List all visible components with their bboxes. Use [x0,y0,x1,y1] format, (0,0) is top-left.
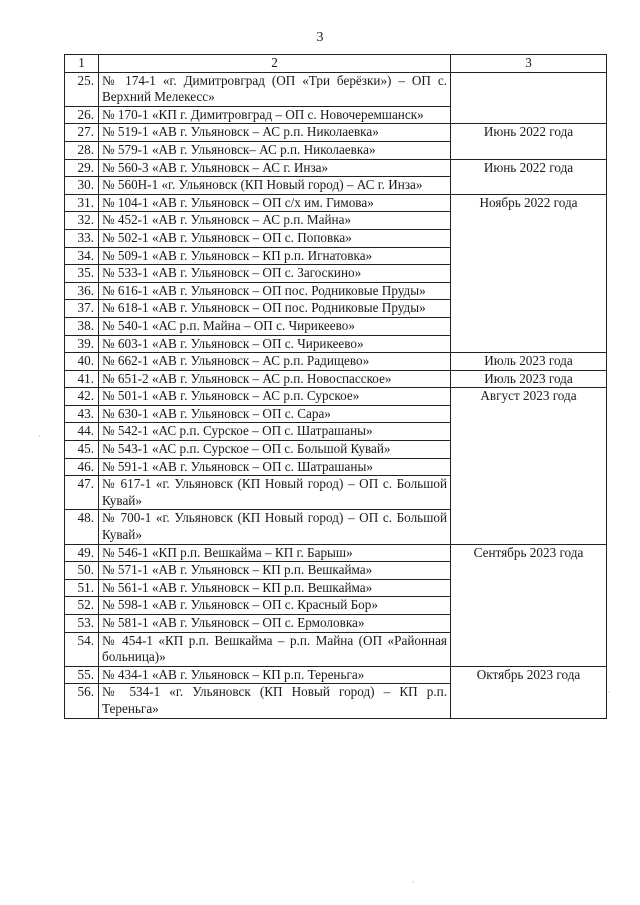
row-number: 44. [65,423,99,441]
route-description: № 617-1 «г. Ульяновск (КП Новый город) – ОП с. Большой Кувай» [99,476,451,510]
table-row [65,159,607,177]
table-row [65,544,607,562]
row-number: 42. [65,388,99,406]
route-description: № 540-1 «АС р.п. Майна – ОП с. Чирикеево» [99,317,451,335]
schedule-date: Август 2023 года [451,388,607,544]
row-number: 54. [65,632,99,666]
row-number: 51. [65,579,99,597]
route-description: № 651-2 «АВ г. Ульяновск – АС р.п. Новоспасское» [99,370,451,388]
row-number: 31. [65,194,99,212]
row-number: 48. [65,510,99,544]
row-number: 50. [65,562,99,580]
route-description: № 434-1 «АВ г. Ульяновск – КП р.п. Тереньга» [99,666,451,684]
column-header-date: 3 [451,55,607,73]
route-description: № 662-1 «АВ г. Ульяновск – АС р.п. Радищево» [99,353,451,371]
route-description: № 533-1 «АВ г. Ульяновск – ОП с. Загоскино» [99,265,451,283]
row-number: 40. [65,353,99,371]
column-header-number: 1 [65,55,99,73]
route-description: № 509-1 «АВ г. Ульяновск – КП р.п. Игнатовка» [99,247,451,265]
route-description: № 591-1 «АВ г. Ульяновск – ОП с. Шатрашаны» [99,458,451,476]
route-description: № 700-1 «г. Ульяновск (КП Новый город) – ОП с. Большой Кувай» [99,510,451,544]
routes-table [64,54,607,719]
route-description: № 104-1 «АВ г. Ульяновск – ОП с/х им. Гимова» [99,194,451,212]
row-number: 26. [65,106,99,124]
row-number: 39. [65,335,99,353]
row-number: 53. [65,615,99,633]
table-row [65,666,607,684]
schedule-date: Июнь 2022 года [451,124,607,159]
route-description: № 579-1 «АВ г. Ульяновск– АС р.п. Николаевка» [99,141,451,159]
schedule-date: Июль 2023 года [451,370,607,388]
column-header-route: 2 [99,55,451,73]
table-row [65,72,607,106]
row-number: 45. [65,441,99,459]
route-description: № 519-1 «АВ г. Ульяновск – АС р.п. Николаевка» [99,124,451,142]
row-number: 55. [65,666,99,684]
table-row [65,370,607,388]
table-row [65,353,607,371]
row-number: 56. [65,684,99,718]
schedule-date: Октябрь 2023 года [451,666,607,718]
row-number: 41. [65,370,99,388]
row-number: 32. [65,212,99,230]
table-row [65,388,607,406]
page-number: 3 [316,30,324,45]
table-row [65,124,607,142]
route-description: № 618-1 «АВ г. Ульяновск – ОП пос. Родниковые Пруды» [99,300,451,318]
row-number: 35. [65,265,99,283]
row-number: 46. [65,458,99,476]
row-number: 36. [65,282,99,300]
route-description: № 452-1 «АВ г. Ульяновск – АС р.п. Майна» [99,212,451,230]
row-number: 47. [65,476,99,510]
schedule-date: Июнь 2022 года [451,159,607,194]
row-number: 28. [65,141,99,159]
scan-speck: · [38,432,41,441]
route-description: № 543-1 «АС р.п. Сурское – ОП с. Большой Кувай» [99,441,451,459]
route-description: № 502-1 «АВ г. Ульяновск – ОП с. Поповка» [99,229,451,247]
scan-speck: · [608,688,611,697]
row-number: 27. [65,124,99,142]
route-description: № 560-3 «АВ г. Ульяновск – АС г. Инза» [99,159,451,177]
table-row [65,194,607,212]
route-description: № 630-1 «АВ г. Ульяновск – ОП с. Сара» [99,405,451,423]
row-number: 34. [65,247,99,265]
row-number: 49. [65,544,99,562]
row-number: 43. [65,405,99,423]
route-description: № 534-1 «г. Ульяновск (КП Новый город) – КП р.п. Тереньга» [99,684,451,718]
row-number: 25. [65,72,99,106]
route-description: № 561-1 «АВ г. Ульяновск – КП р.п. Вешкайма» [99,579,451,597]
route-description: № 616-1 «АВ г. Ульяновск – ОП пос. Родниковые Пруды» [99,282,451,300]
route-description: № 598-1 «АВ г. Ульяновск – ОП с. Красный Бор» [99,597,451,615]
table-header-row [65,55,607,73]
route-description: № 581-1 «АВ г. Ульяновск – ОП с. Ермоловка» [99,615,451,633]
row-number: 52. [65,597,99,615]
route-description: № 603-1 «АВ г. Ульяновск – ОП с. Чирикеево» [99,335,451,353]
route-description: № 501-1 «АВ г. Ульяновск – АС р.п. Сурское» [99,388,451,406]
route-description: № 170-1 «КП г. Димитровград – ОП с. Новочеремшанск» [99,106,451,124]
route-description: № 454-1 «КП р.п. Вешкайма – р.п. Майна (ОП «Районная больница)» [99,632,451,666]
schedule-date: Сентябрь 2023 года [451,544,607,666]
row-number: 29. [65,159,99,177]
row-number: 33. [65,229,99,247]
schedule-date [451,72,607,124]
route-description: № 571-1 «АВ г. Ульяновск – КП р.п. Вешкайма» [99,562,451,580]
scan-speck: · [412,878,415,887]
route-description: № 174-1 «г. Димитровград (ОП «Три берёзки») – ОП с. Верхний Мелекесс» [99,72,451,106]
schedule-date: Ноябрь 2022 года [451,194,607,352]
route-description: № 546-1 «КП р.п. Вешкайма – КП г. Барыш» [99,544,451,562]
route-description: № 542-1 «АС р.п. Сурское – ОП с. Шатрашаны» [99,423,451,441]
schedule-date: Июль 2023 года [451,353,607,371]
row-number: 38. [65,317,99,335]
row-number: 37. [65,300,99,318]
row-number: 30. [65,177,99,195]
route-description: № 560Н-1 «г. Ульяновск (КП Новый город) – АС г. Инза» [99,177,451,195]
